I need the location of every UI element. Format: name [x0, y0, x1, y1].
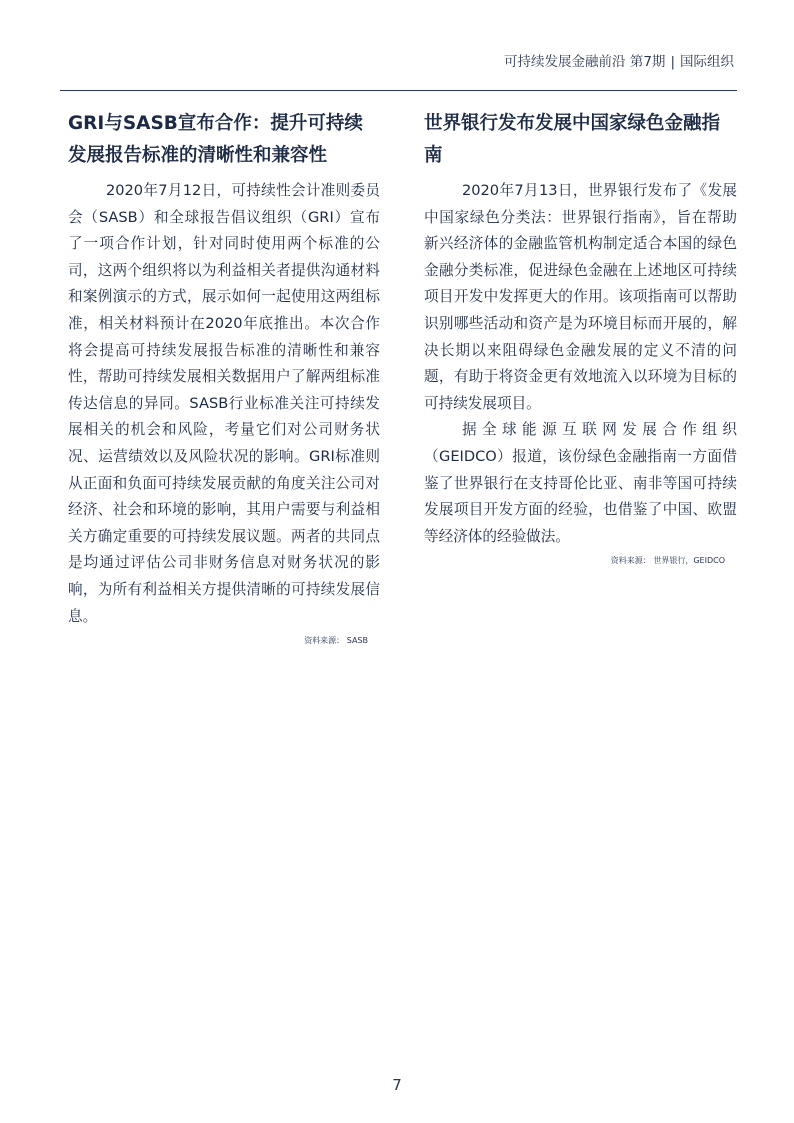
running-header — [504, 50, 734, 70]
left-article-title: GRI与SASB宣布合作：提升可持续发展报告标准的清晰性和兼容性 — [68, 113, 363, 166]
right-article-title: 世界银行发布发展中国家绿色金融指南 — [424, 113, 721, 166]
right-article — [424, 108, 737, 566]
right-article-body-2: 据全球能源互联网发展合作组织（GEIDCO）报道，该份绿色金融指南一方面借鉴了世界银行在支持哥伦比亚、南非等国可持续发展项目开发方面的经验，也借鉴了中国、欧盟等经济体的经验做法。 — [424, 421, 737, 545]
left-article-source: 资料来源： SASB — [304, 636, 368, 646]
left-article — [68, 108, 380, 646]
page-number: 7 — [392, 1076, 402, 1094]
right-article-source: 资料来源： 世界银行，GEIDCO — [610, 556, 725, 566]
journal-issue: 可持续发展金融前沿 第7期 — [504, 54, 666, 70]
header-separator: | — [670, 54, 675, 70]
section-name: 国际组织 — [680, 54, 734, 70]
header-rule — [60, 90, 737, 91]
right-article-body-1: 2020年7月13日，世界银行发布了《发展中国家绿色分类法：世界银行指南》，旨在帮助新兴经济体的金融监管机构制定适合本国的绿色金融分类标准，促进绿色金融在上述地区可持续项目开发中发挥更大的作用。该项指南可以帮助识别哪些活动和资产是为环境目标而开展的，解决长期以来阻碍绿色金融发展的定义不清的问题，有助于将资金更有效地流入以环境为目标的可持续发展项目。 — [424, 182, 737, 412]
left-article-body: 2020年7月12日，可持续性会计准则委员会（SASB）和全球报告倡议组织（GRI）宣布了一项合作计划，针对同时使用两个标准的公司，这两个组织将以为利益相关者提供沟通材料和案例演示的方式，展示如何一起使用这两组标准，相关材料预计在2020年底推出。本次合作将会提高可持续发展报告标准的清晰性和兼容性，帮助可持续发展相关数据用户了解两组标准传达信息的异同。SASB行业标准关注可持续发展相关的机会和风险，考量它们对公司财务状况、运营绩效以及风险状况的影响。GRI标准则从正面和负面可持续发展贡献的角度关注公司对经济、社会和环境的影响，其用户需要与利益相关方确定重要的可持续发展议题。两者的共同点是均通过评估公司非财务信息对财务状况的影响，为所有利益相关方提供清晰的可持续发展信息。 — [68, 182, 380, 625]
